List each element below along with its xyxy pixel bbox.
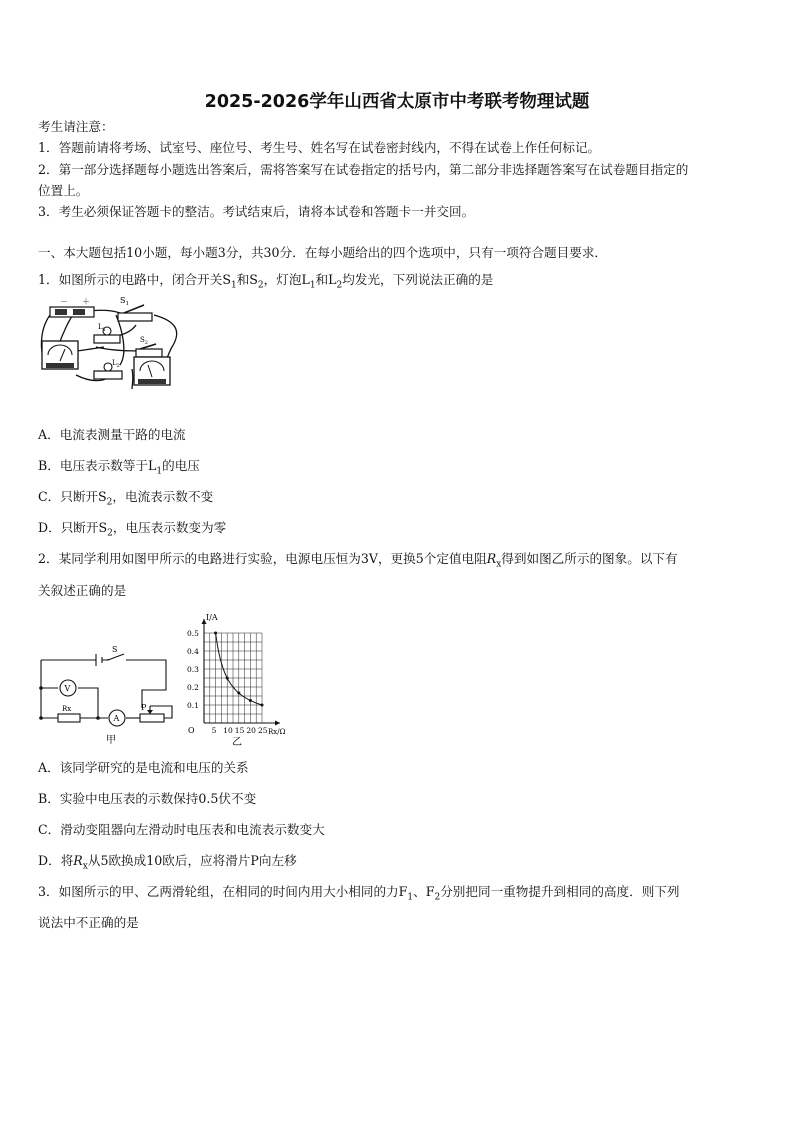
- q2-option-d: D．将$R_x$从5欧换成10欧后，应将滑片P向左移: [38, 853, 297, 872]
- notice-line-2-cont: 位置上。: [38, 183, 89, 198]
- q1-option-c: C．只断开$S_2$，电流表示数不变: [38, 489, 214, 508]
- q2-option-b: B．实验中电压表的示数保持0.5伏不变: [38, 791, 257, 806]
- notice-heading: 考生请注意：: [38, 119, 114, 134]
- battery-minus-label: －: [60, 297, 68, 306]
- origin-label: O: [188, 726, 195, 735]
- q1-stem: 1．如图所示的电路中，闭合开关$S_1$和$S_2$，灯泡$L_1$和$L_2$均发光，下列说法正确的是: [38, 272, 494, 291]
- data-point: [237, 691, 240, 694]
- x-tick-label: 20: [246, 726, 256, 735]
- y-tick-label: 0.3: [187, 665, 199, 674]
- ammeter-icon: [134, 357, 170, 385]
- resistor-label: Rx: [62, 705, 72, 713]
- slider-label: P: [141, 703, 147, 712]
- x-tick-label: 10: [223, 726, 233, 735]
- voltmeter-icon: [42, 341, 78, 369]
- section-heading: 一、本大题包括10小题，每小题3分，共30分．在每小题给出的四个选项中，只有一项符合题目要求．: [38, 245, 608, 260]
- q2-stem-line1: 2．某同学利用如图甲所示的电路进行实验，电源电压恒为3V，更换5个定值电阻$R_x$得到如图乙所示的图象。以下有: [38, 551, 678, 570]
- data-point: [226, 677, 229, 680]
- page-title: 2025-2026学年山西省太原市中考联考物理试题: [204, 92, 590, 112]
- notice-line-2: 2．第一部分选择题每小题选出答案后，需将答案写在试卷指定的括号内，第二部分非选择题答案写在试卷题目指定的: [38, 162, 689, 177]
- q1-option-d: D．只断开$S_2$，电压表示数变为零: [38, 520, 227, 539]
- y-tick-label: 0.1: [187, 701, 199, 710]
- q1-option-a: A．电流表测量干路的电流: [38, 427, 186, 442]
- y-tick-label: 0.4: [187, 647, 199, 656]
- q2-switch-label: S: [112, 645, 118, 654]
- notice-line-1: 1．答题前请将考场、试室号、座位号、考生号、姓名写在试卷密封线内，不得在试卷上作任何标记。: [38, 140, 601, 155]
- q2-graph-figure: [184, 605, 309, 750]
- battery-plus-label: ＋: [82, 297, 90, 306]
- data-point: [261, 704, 264, 707]
- q2-stem-line2: 关叙述正确的是: [38, 583, 127, 598]
- switch-s1-icon: [118, 305, 152, 321]
- q1-option-b: B．电压表示数等于$L_1$的电压: [38, 458, 200, 477]
- s1-label: $S_1$: [120, 296, 129, 307]
- y-tick-label: 0.5: [187, 629, 199, 638]
- resistor-icon: [58, 714, 80, 722]
- notice-line-3: 3．考生必须保证答题卡的整洁。考试结束后，请将本试卷和答题卡一并交回。: [38, 204, 475, 219]
- x-axis-label: Rx/Ω: [268, 728, 286, 736]
- battery-icon: [50, 307, 94, 317]
- graph-ticks: [187, 619, 280, 735]
- q2-circuit-figure: [36, 640, 186, 750]
- data-point: [249, 699, 252, 702]
- circuit-caption: 甲: [106, 735, 116, 746]
- q3-stem-line2: 说法中不正确的是: [38, 915, 139, 930]
- x-tick-label: 5: [211, 726, 217, 735]
- graph-grid: [204, 633, 262, 723]
- l1-label: $L_1$: [98, 323, 106, 333]
- y-tick-label: 0.2: [187, 683, 199, 692]
- q3-stem-line1: 3．如图所示的甲、乙两滑轮组，在相同的时间内用大小相同的力$F_1$、$F_2$分别把同一重物提升到相同的高度．则下列: [38, 884, 680, 903]
- data-point: [214, 632, 217, 635]
- graph-caption: 乙: [232, 737, 242, 748]
- y-axis-label: I/A: [206, 613, 218, 622]
- voltmeter-label: V: [64, 684, 71, 693]
- q1-circuit-figure: [36, 295, 196, 390]
- q2-option-c: C．滑动变阻器向左滑动时电压表和电流表示数变大: [38, 822, 325, 837]
- s2-label: $S_2$: [140, 336, 148, 346]
- x-tick-label: 25: [258, 726, 268, 735]
- q2-option-a: A．该同学研究的是电流和电压的关系: [38, 760, 249, 775]
- x-tick-label: 15: [234, 726, 245, 735]
- l2-label: $L_2$: [112, 359, 120, 369]
- ammeter-label: A: [113, 714, 120, 723]
- switch-s2-icon: [136, 344, 162, 357]
- x-axis-arrow: [275, 721, 280, 726]
